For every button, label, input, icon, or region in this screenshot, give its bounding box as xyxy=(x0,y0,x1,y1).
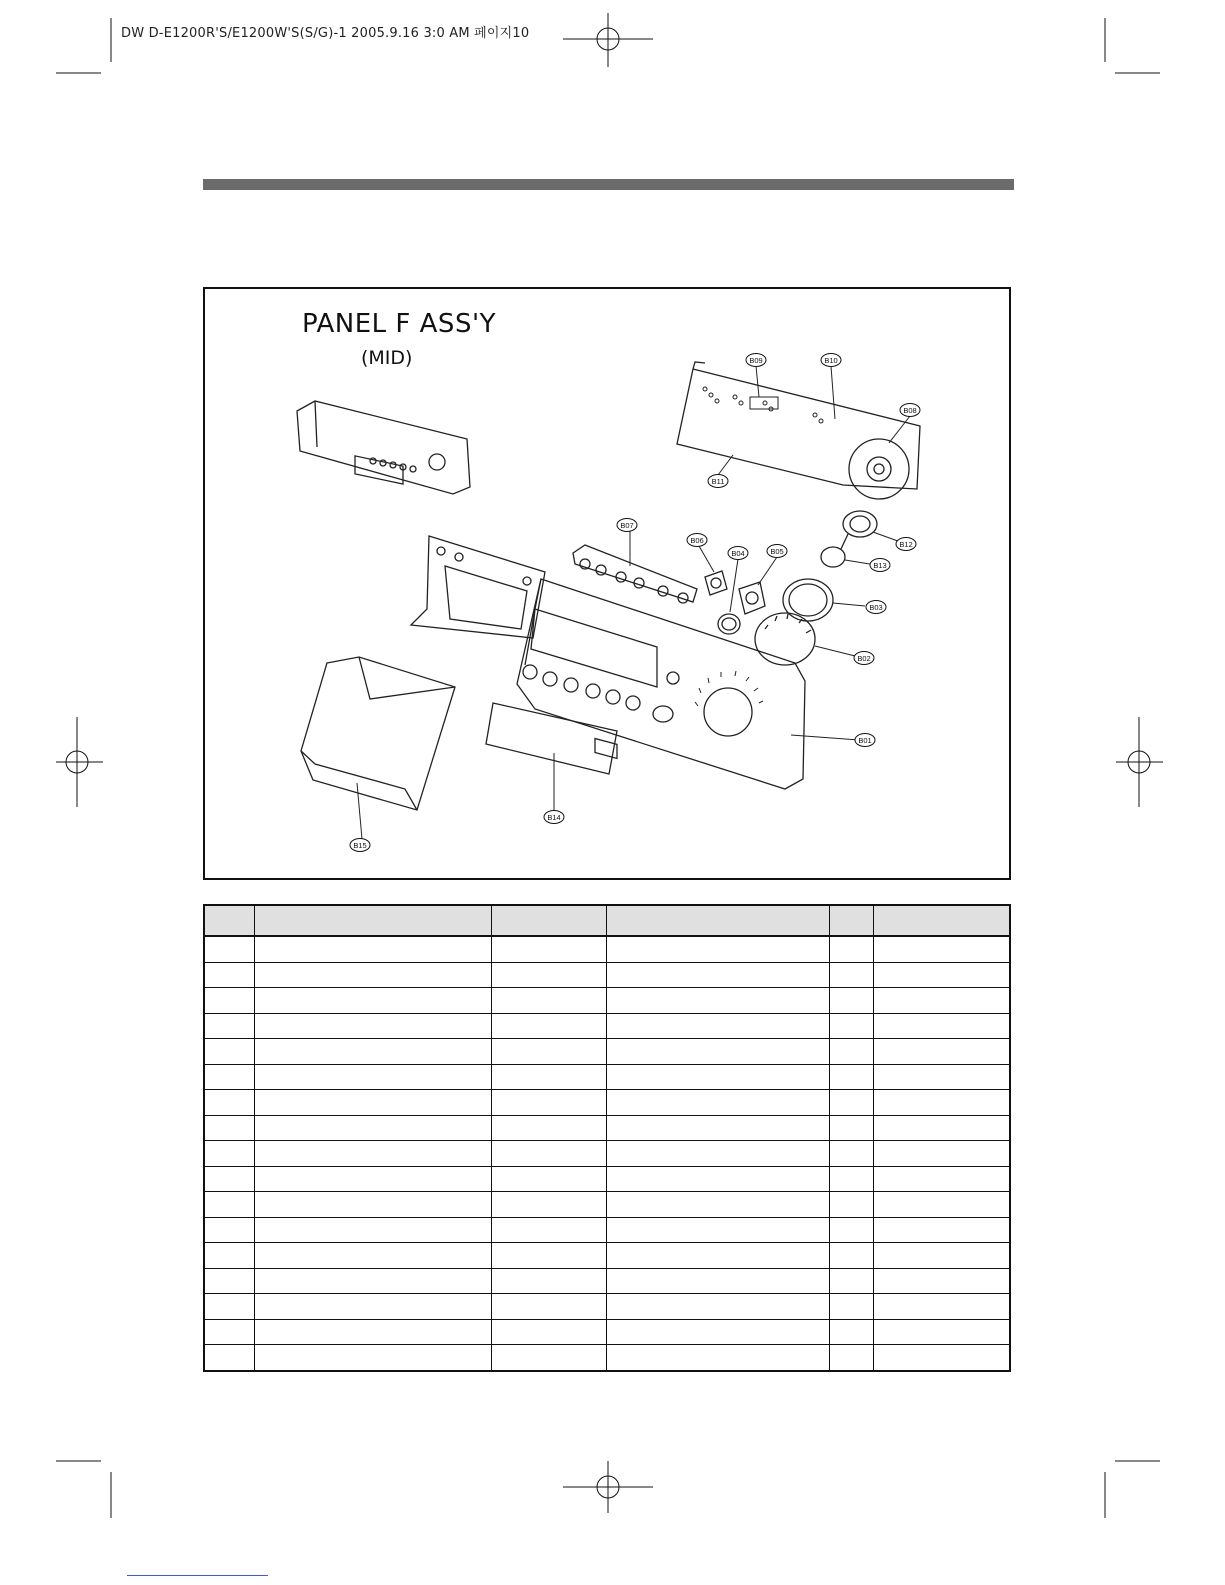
table-cell xyxy=(829,988,873,1014)
column-header xyxy=(204,905,255,936)
table-cell xyxy=(255,1192,491,1218)
svg-text:B05: B05 xyxy=(770,547,784,556)
callout-b10 xyxy=(821,354,841,367)
svg-text:B01: B01 xyxy=(858,736,872,745)
table-cell xyxy=(491,1115,607,1141)
section-title-bar xyxy=(203,179,1014,190)
table-cell xyxy=(607,1039,829,1065)
table-cell xyxy=(829,1217,873,1243)
table-cell xyxy=(873,1013,1010,1039)
table-cell xyxy=(829,1141,873,1167)
table-cell xyxy=(873,988,1010,1014)
table-row xyxy=(204,1268,1010,1294)
table-cell xyxy=(255,1039,491,1065)
column-header xyxy=(873,905,1010,936)
table-cell xyxy=(255,1090,491,1116)
table-cell xyxy=(255,1243,491,1269)
table-cell xyxy=(873,1217,1010,1243)
table-cell xyxy=(491,1039,607,1065)
column-header xyxy=(255,905,491,936)
table-cell xyxy=(873,1090,1010,1116)
table-cell xyxy=(255,1141,491,1167)
table-cell xyxy=(873,1294,1010,1320)
column-header xyxy=(491,905,607,936)
table-cell xyxy=(491,1319,607,1345)
table-row xyxy=(204,1013,1010,1039)
table-cell xyxy=(204,1243,255,1269)
table-cell xyxy=(255,988,491,1014)
registration-target-bottom xyxy=(563,1461,653,1513)
callout-b01 xyxy=(855,734,875,747)
table-cell xyxy=(204,1166,255,1192)
svg-text:B08: B08 xyxy=(903,406,917,415)
table-row xyxy=(204,962,1010,988)
table-row xyxy=(204,1243,1010,1269)
table-cell xyxy=(829,1345,873,1371)
table-cell xyxy=(873,1064,1010,1090)
callout-b09 xyxy=(746,354,766,367)
table-cell xyxy=(873,1141,1010,1167)
table-cell xyxy=(607,1166,829,1192)
table-cell xyxy=(204,1319,255,1345)
table-row xyxy=(204,1115,1010,1141)
table-cell xyxy=(204,962,255,988)
table-cell xyxy=(491,1141,607,1167)
table-cell xyxy=(829,1294,873,1320)
table-cell xyxy=(204,1294,255,1320)
table-cell xyxy=(491,1013,607,1039)
table-row xyxy=(204,1192,1010,1218)
small-ring xyxy=(718,614,740,634)
table-cell xyxy=(873,1268,1010,1294)
table-cell xyxy=(607,1090,829,1116)
registration-target-top xyxy=(563,13,653,67)
table-cell xyxy=(491,1268,607,1294)
footer-underline xyxy=(127,1575,268,1576)
table-row xyxy=(204,1141,1010,1167)
detergent-drawer xyxy=(301,657,455,810)
table-cell xyxy=(607,936,829,962)
table-row xyxy=(204,1217,1010,1243)
callout-b05 xyxy=(767,545,787,558)
table-cell xyxy=(204,1345,255,1371)
column-header xyxy=(829,905,873,936)
table-cell xyxy=(491,962,607,988)
callout-b04 xyxy=(728,547,748,560)
table-cell xyxy=(829,1039,873,1065)
table-cell xyxy=(204,1090,255,1116)
callout-b11 xyxy=(708,475,728,488)
table-row xyxy=(204,1345,1010,1371)
print-slug-line: DW D-E1200R'S/E1200W'S(S/G)-1 2005.9.16 3:0 AM 페이지10 xyxy=(121,26,530,41)
table-cell xyxy=(873,936,1010,962)
svg-text:B12: B12 xyxy=(899,540,913,549)
table-row xyxy=(204,1319,1010,1345)
table-cell xyxy=(607,1192,829,1218)
table-cell xyxy=(873,1115,1010,1141)
table-cell xyxy=(607,988,829,1014)
table-row xyxy=(204,1294,1010,1320)
table-cell xyxy=(255,1217,491,1243)
knob-cap xyxy=(821,547,845,567)
svg-text:B15: B15 xyxy=(353,841,367,850)
table-cell xyxy=(255,1268,491,1294)
table-row xyxy=(204,1039,1010,1065)
table-cell xyxy=(255,1319,491,1345)
table-cell xyxy=(607,1064,829,1090)
table-cell xyxy=(491,1090,607,1116)
assembled-panel-thumbnail xyxy=(297,401,470,494)
table-cell xyxy=(829,962,873,988)
table-row xyxy=(204,1064,1010,1090)
svg-text:B06: B06 xyxy=(690,536,704,545)
table-cell xyxy=(829,1064,873,1090)
table-header-row xyxy=(204,905,1010,936)
table-cell xyxy=(255,936,491,962)
svg-text:B14: B14 xyxy=(547,813,561,822)
table-cell xyxy=(204,1141,255,1167)
table-cell xyxy=(204,1192,255,1218)
table-cell xyxy=(204,1039,255,1065)
callout-b08 xyxy=(900,404,920,417)
table-cell xyxy=(829,1268,873,1294)
registration-target-right xyxy=(1116,717,1163,807)
table-cell xyxy=(873,1243,1010,1269)
table-cell xyxy=(829,1090,873,1116)
push-switch xyxy=(705,571,727,595)
panel-frame xyxy=(411,536,545,638)
table-cell xyxy=(255,1294,491,1320)
svg-text:B13: B13 xyxy=(873,561,887,570)
table-cell xyxy=(873,1039,1010,1065)
table-cell xyxy=(491,1294,607,1320)
svg-text:B02: B02 xyxy=(857,654,871,663)
table-cell xyxy=(491,936,607,962)
table-cell xyxy=(607,1294,829,1320)
table-cell xyxy=(255,962,491,988)
table-cell xyxy=(255,1115,491,1141)
table-cell xyxy=(491,1192,607,1218)
table-cell xyxy=(255,1345,491,1371)
table-cell xyxy=(204,1013,255,1039)
table-row xyxy=(204,988,1010,1014)
svg-text:B10: B10 xyxy=(824,356,838,365)
svg-text:B11: B11 xyxy=(711,477,725,486)
table-cell xyxy=(607,1217,829,1243)
table-cell xyxy=(829,1166,873,1192)
table-cell xyxy=(204,1217,255,1243)
table-cell xyxy=(829,1192,873,1218)
table-cell xyxy=(491,988,607,1014)
callout-b07 xyxy=(617,519,637,532)
table-cell xyxy=(255,1064,491,1090)
table-cell xyxy=(829,936,873,962)
table-cell xyxy=(829,1243,873,1269)
table-cell xyxy=(204,988,255,1014)
table-cell xyxy=(491,1345,607,1371)
front-panel xyxy=(517,579,805,789)
dial-plate xyxy=(755,613,815,665)
callout-b14 xyxy=(544,811,564,824)
callout-b15 xyxy=(350,839,370,852)
table-cell xyxy=(873,962,1010,988)
table-cell xyxy=(607,1268,829,1294)
table-cell xyxy=(204,1268,255,1294)
selector-switch xyxy=(739,582,765,614)
table-row xyxy=(204,1166,1010,1192)
table-cell xyxy=(491,1217,607,1243)
table-cell xyxy=(873,1166,1010,1192)
exploded-parts-drawing xyxy=(205,289,1009,878)
table-cell xyxy=(829,1013,873,1039)
table-cell xyxy=(607,1115,829,1141)
callout-b02 xyxy=(854,652,874,665)
table-cell xyxy=(607,1319,829,1345)
svg-text:B04: B04 xyxy=(731,549,745,558)
table-cell xyxy=(607,1013,829,1039)
table-cell xyxy=(204,1064,255,1090)
exploded-view-figure xyxy=(203,287,1011,880)
table-cell xyxy=(607,962,829,988)
table-cell xyxy=(255,1166,491,1192)
button-strip xyxy=(573,545,697,603)
figure-title: PANEL F ASS'Y xyxy=(302,309,496,339)
table-cell xyxy=(873,1319,1010,1345)
table-cell xyxy=(491,1243,607,1269)
decor-ring xyxy=(783,579,833,621)
callout-b13 xyxy=(870,559,890,572)
table-cell xyxy=(873,1345,1010,1371)
column-header xyxy=(607,905,829,936)
table-cell xyxy=(204,936,255,962)
figure-subtitle: (MID) xyxy=(361,347,413,369)
knob-shaft xyxy=(841,511,877,549)
svg-text:B09: B09 xyxy=(749,356,763,365)
table-cell xyxy=(829,1319,873,1345)
table-cell xyxy=(204,1115,255,1141)
table-cell xyxy=(607,1141,829,1167)
svg-text:B03: B03 xyxy=(869,603,883,612)
table-cell xyxy=(607,1243,829,1269)
table-cell xyxy=(255,1013,491,1039)
table-cell xyxy=(873,1192,1010,1218)
registration-target-left xyxy=(56,717,103,807)
svg-text:B07: B07 xyxy=(620,521,634,530)
table-body xyxy=(204,936,1010,1371)
table-row xyxy=(204,1090,1010,1116)
table-row xyxy=(204,936,1010,962)
table-cell xyxy=(607,1345,829,1371)
callout-b06 xyxy=(687,534,707,547)
callout-b03 xyxy=(866,601,886,614)
callout-b12 xyxy=(896,538,916,551)
table-cell xyxy=(491,1064,607,1090)
table-cell xyxy=(491,1166,607,1192)
parts-list-table xyxy=(203,904,1011,1372)
table-cell xyxy=(829,1115,873,1141)
